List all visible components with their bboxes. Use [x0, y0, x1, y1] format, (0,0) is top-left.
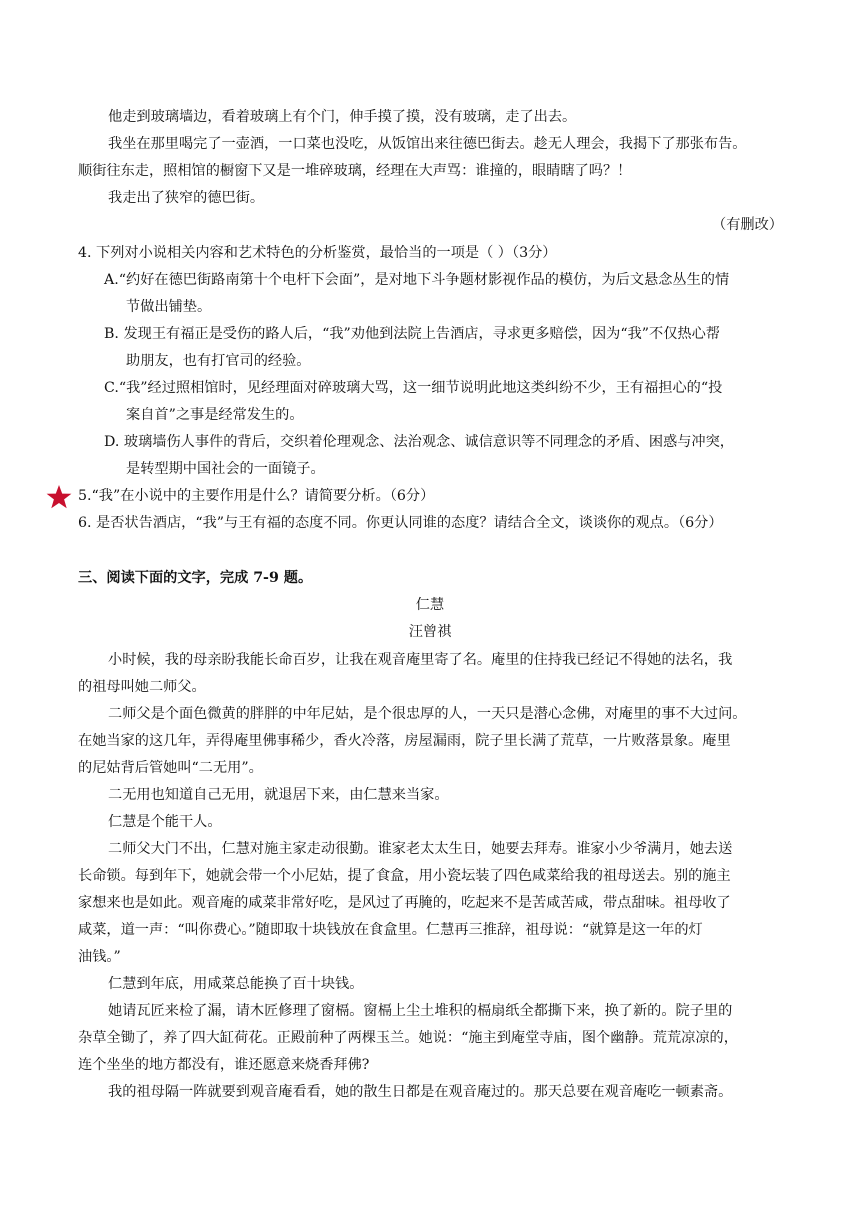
text-line-13: 仁慧到年底，用咸菜总能换了百十块钱。 — [108, 976, 364, 992]
section-3-heading: 三、阅读下面的文字，完成 7-9 题。 — [78, 570, 313, 586]
q4-option-a: A.“约好在德巴街路南第十个电杆下会面”，是对地下斗争题材影视作品的模仿，为后文悬念丛生的情 — [104, 272, 730, 288]
q4-option-a-cont: 节做出铺垫。 — [126, 299, 212, 315]
question-5: 5.“我”在小说中的主要作用是什么？请简要分析。（6分） — [78, 488, 435, 504]
story-line-2: 我坐在那里喝完了一壶酒，一口菜也没吃，从饭馆出来往德巴街去。趁无人理会，我揭下了那张布告。 — [108, 136, 747, 152]
text-line-1: 小时候，我的母亲盼我能长命百岁，让我在观音庵里寄了名。庵里的住持我已经记不得她的法名，我 — [108, 652, 733, 668]
story-title: 仁慧 — [415, 597, 445, 613]
question-4: 4. 下列对小说相关内容和艺术特色的分析鉴赏，最恰当的一项是（ ）（3分） — [78, 245, 557, 261]
text-line-10: 家想来也是如此。观音庵的咸菜非常好吃，是风过了再腌的，吃起来不是苦咸苦咸，带点甜味。祖母收了 — [78, 895, 731, 911]
revision-note: （有删改） — [712, 217, 783, 233]
question-6: 6. 是否状告酒店，“我”与王有福的态度不同。你更认同谁的态度？请结合全文，谈谈你的观点。（6分） — [78, 515, 723, 531]
q4-option-b-cont: 助朋友，也有打官司的经验。 — [126, 353, 311, 369]
text-line-15: 杂草全锄了，养了四大缸荷花。正殿前种了两棵玉兰。她说：“施主到庵堂寺庙，图个幽静。荒荒凉凉的， — [78, 1030, 738, 1046]
text-line-11: 咸菜，道一声：“叫你费心。”随即取十块钱放在食盒里。仁慧再三推辞，祖母说：“就算是这一年的灯 — [78, 922, 703, 938]
text-line-6: 二无用也知道自己无用，就退居下来，由仁慧来当家。 — [108, 787, 449, 803]
story-line-1: 他走到玻璃墙边，看着玻璃上有个门，伸手摸了摸，没有玻璃，走了出去。 — [108, 109, 577, 125]
text-line-16: 连个坐坐的地方都没有，谁还愿意来烧香拜佛? — [78, 1057, 370, 1073]
text-line-12: 油钱。” — [78, 949, 121, 965]
text-line-5: 的尼姑背后管她叫“二无用”。 — [78, 760, 263, 776]
q4-option-d-cont: 是转型期中国社会的一面镜子。 — [126, 461, 325, 477]
story-author: 汪曾祺 — [408, 624, 452, 640]
text-line-14: 她请瓦匠来检了漏，请木匠修理了窗槅。窗槅上尘土堆积的槅扇纸全都撕下来，换了新的。院子里的 — [108, 1003, 733, 1019]
q4-option-c: C.“我”经过照相馆时，见经理面对碎玻璃大骂，这一细节说明此地这类纠纷不少，王有福担心的“投 — [104, 380, 723, 396]
star-icon — [46, 484, 72, 510]
text-line-8: 二师父大门不出，仁慧对施主家走动很勤。谁家老太太生日，她要去拜寿。谁家小少爷满月，她去送 — [108, 841, 733, 857]
story-line-4: 我走出了狭窄的德巴街。 — [108, 190, 265, 206]
text-line-3: 二师父是个面色微黄的胖胖的中年尼姑，是个很忠厚的人，一天只是潜心念佛，对庵里的事不大过问。 — [108, 706, 747, 722]
text-line-9: 长命锁。每到年下，她就会带一个小尼姑，提了食盒，用小瓷坛装了四色咸菜给我的祖母送去。别的施主 — [78, 868, 731, 884]
story-line-3: 顺街往东走，照相馆的橱窗下又是一堆碎玻璃，经理在大声骂：谁撞的，眼睛瞎了吗？！ — [78, 163, 632, 179]
text-line-2: 的祖母叫她二师父。 — [78, 679, 206, 695]
q4-option-b: B. 发现王有福正是受伤的路人后，“我”劝他到法院上告酒店，寻求更多赔偿，因为“我”不仅热心帮 — [104, 326, 720, 342]
q4-option-d: D. 玻璃墙伤人事件的背后，交织着伦理观念、法治观念、诚信意识等不同理念的矛盾、困惑与冲突， — [104, 434, 734, 450]
text-line-4: 在她当家的这几年，弄得庵里佛事稀少，香火冷落，房屋漏雨，院子里长满了荒草，一片败落景象。庵里 — [78, 733, 731, 749]
q4-option-c-cont: 案自首”之事是经常发生的。 — [126, 407, 304, 423]
text-line-7: 仁慧是个能干人。 — [108, 814, 222, 830]
text-line-17: 我的祖母隔一阵就要到观音庵看看，她的散生日都是在观音庵过的。那天总要在观音庵吃一顿素斋。 — [108, 1084, 733, 1100]
